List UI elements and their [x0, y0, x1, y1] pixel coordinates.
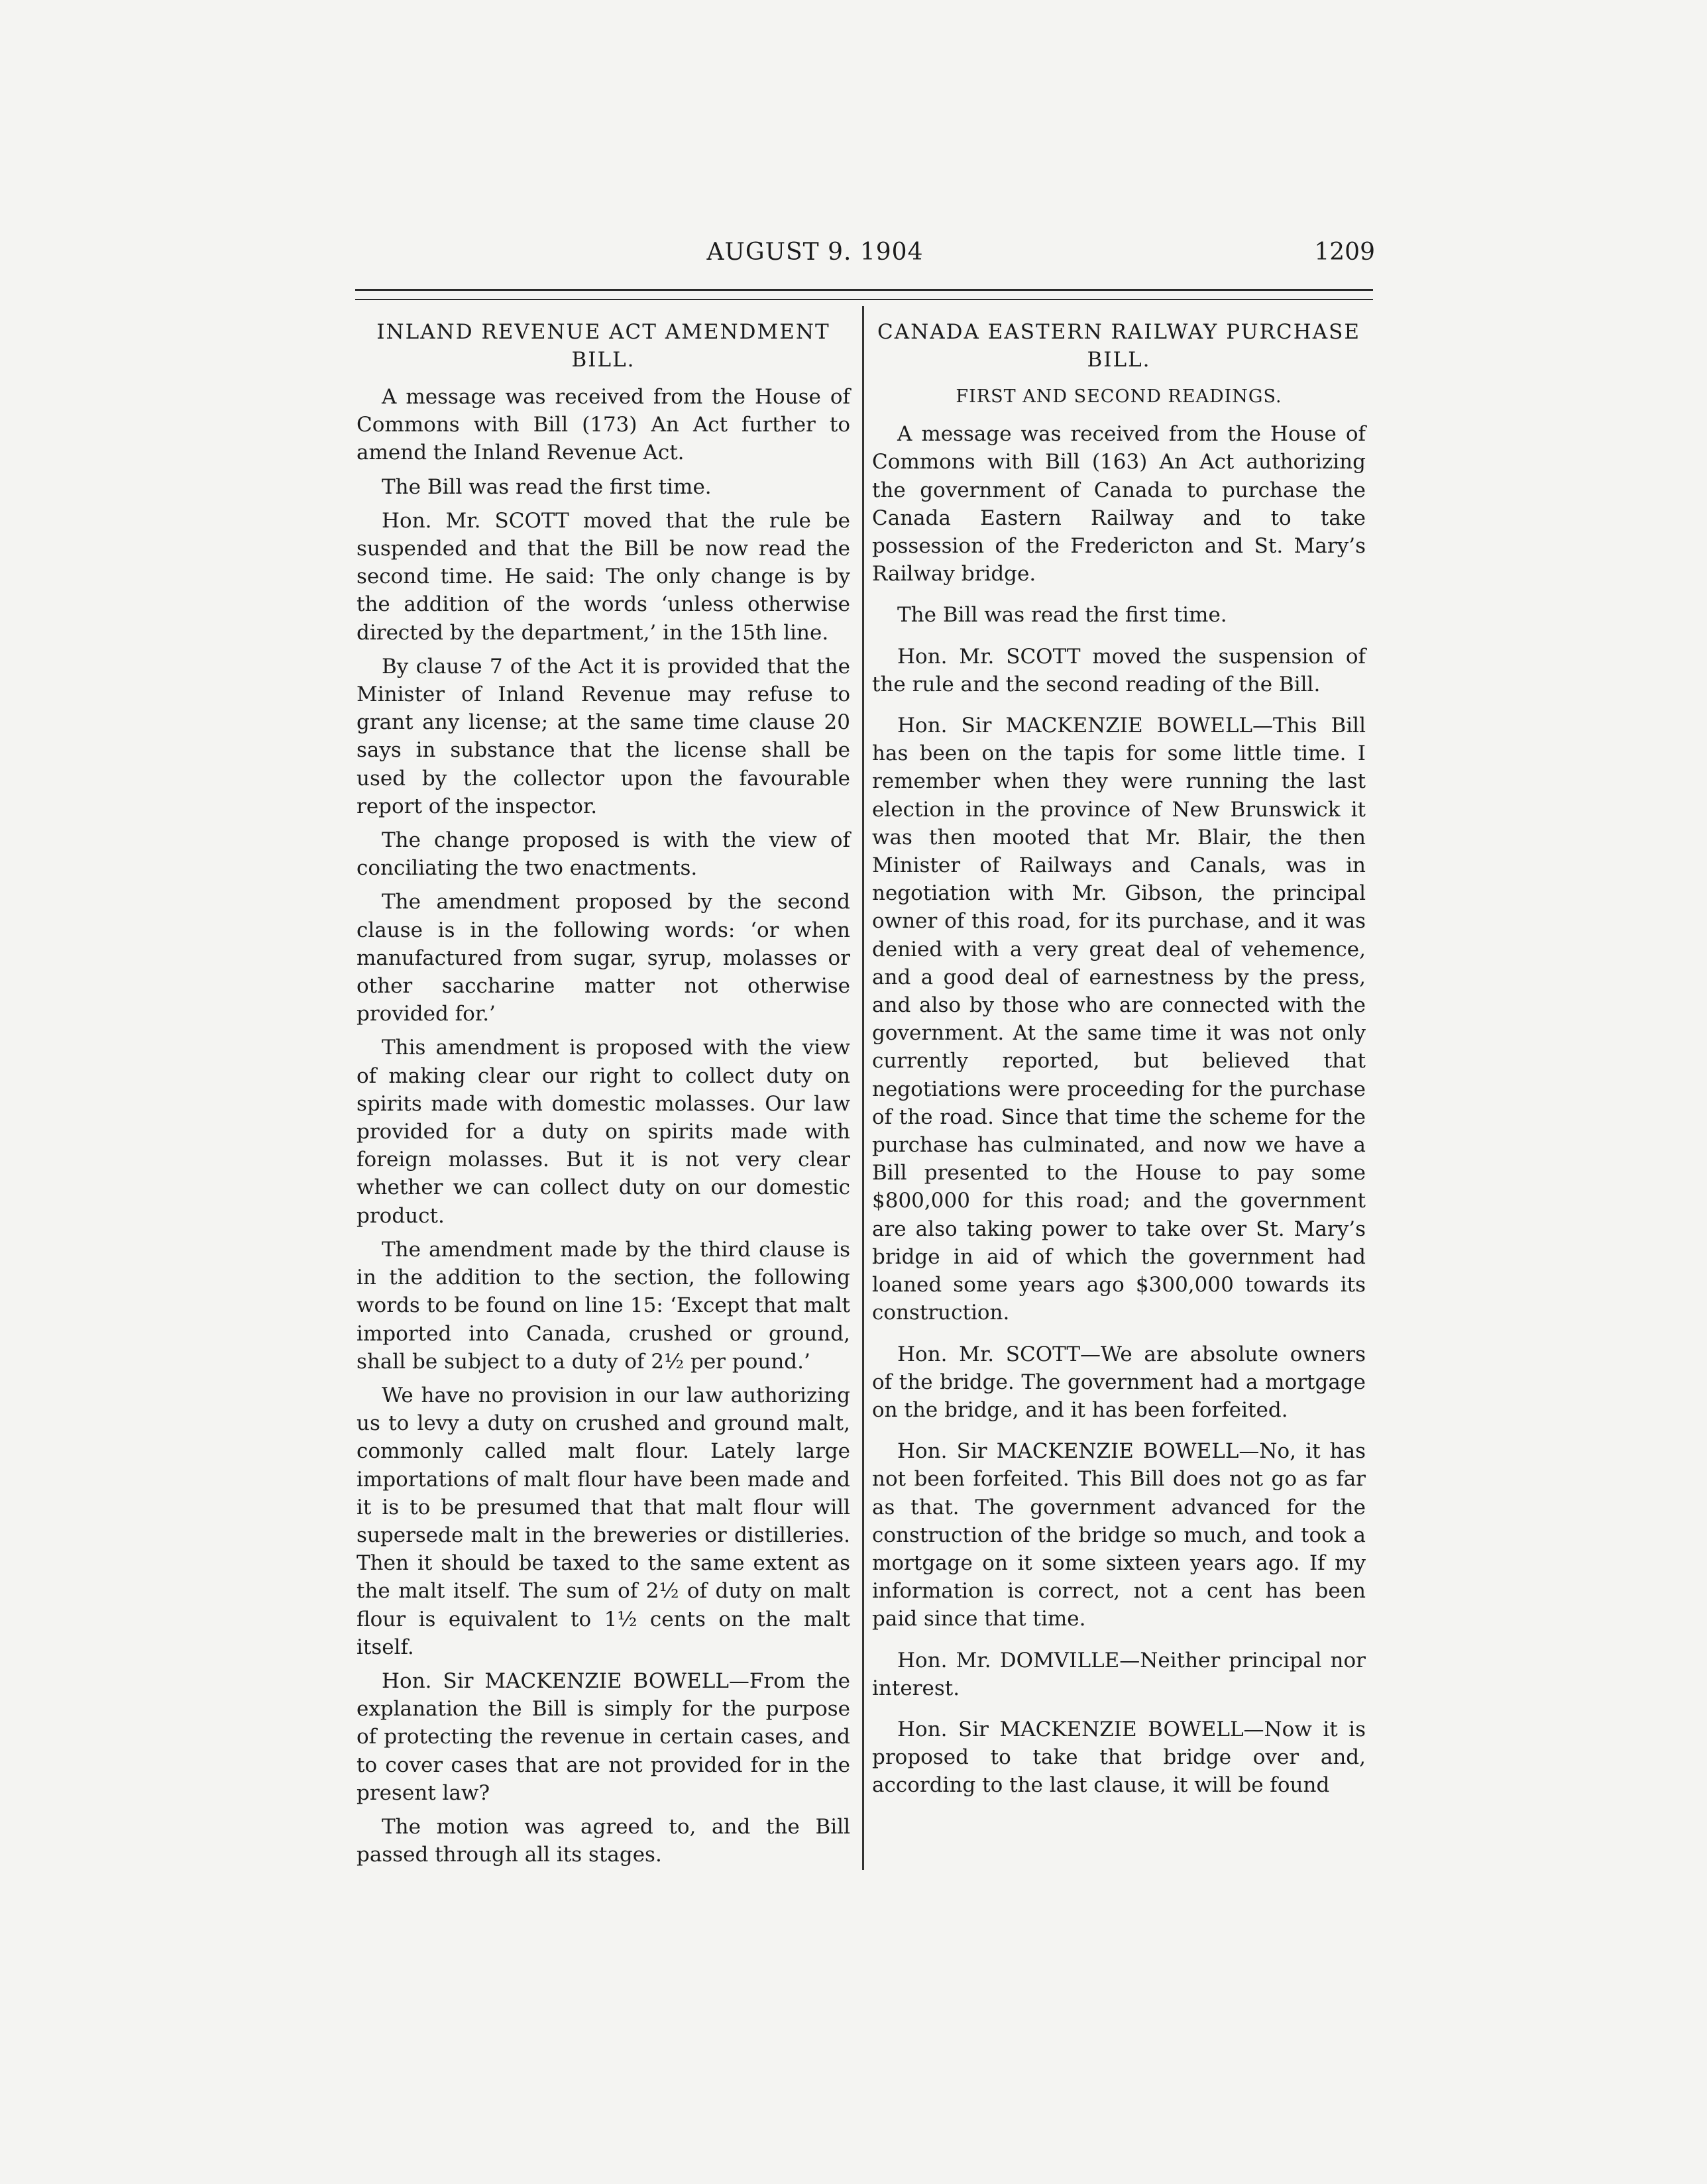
right-column: [872, 318, 1366, 1813]
paragraph: By clause 7 of the Act it is provided that the Minister of Inland Revenue may refuse to grant any license; at the same time clause 20 says in substance that the license shall be used by the collector upon the favourable report of the inspector.: [357, 654, 850, 818]
right-column-heading: CANADA EASTERN RAILWAY PURCHASE BILL.: [877, 320, 1360, 372]
paragraph: Hon. Sir MACKENZIE BOWELL—From the explanation the Bill is simply for the purpose of protecting the revenue in certain cases, and to cover cases that are not provided for in the present law?: [357, 1668, 850, 1805]
paragraph: Hon. Sir MACKENZIE BOWELL—No, it has not been forfeited. This Bill does not go as far as that. The government advanced for the construction of the bridge so much, and took a mortgage on it some sixteen years ago. If my information is correct, not a cent has been paid since that time.: [872, 1439, 1366, 1631]
page-number: 1209: [1314, 239, 1375, 266]
paragraph: The amendment made by the third clause is in the addition to the section, the following words to be found on line 15: ‘Except that malt imported into Canada, crushed or ground, shall be subject to a duty of 2½ per pound.’: [357, 1237, 850, 1374]
paragraph: The Bill was read the first time.: [897, 603, 1227, 628]
paragraph: Hon. Mr. SCOTT moved the suspension of the rule and the second reading of the Bill.: [872, 644, 1366, 696]
left-column: [357, 318, 850, 1875]
left-column-heading: INLAND REVENUE ACT AMENDMENT BILL.: [376, 320, 830, 372]
page-date: AUGUST 9. 1904: [706, 239, 924, 266]
paragraph: The motion was agreed to, and the Bill passed through all its stages.: [357, 1814, 850, 1867]
paragraph: A message was received from the House of Commons with Bill (163) An Act authorizing the government of Canada to purchase the Canada Eastern Railway and to take possession of the Fredericton and St. Mary’s Railway bridge.: [872, 422, 1366, 586]
paragraph: A message was received from the House of Commons with Bill (173) An Act further to amend the Inland Revenue Act.: [357, 385, 850, 465]
paragraph: Hon. Sir MACKENZIE BOWELL—Now it is proposed to take that bridge over and, according to the last clause, it will be found: [872, 1717, 1366, 1798]
header-rule-thick: [355, 289, 1373, 291]
paragraph: Hon. Mr. DOMVILLE—Neither principal nor interest.: [872, 1648, 1366, 1700]
paragraph: We have no provision in our law authorizing us to levy a duty on crushed and ground malt, commonly called malt flour. Lately large importations of malt flour have been made and it is to be presumed that that malt flour will supersede malt in the breweries or distilleries. Then it should be taxed to the same extent as the malt itself. The sum of 2½ of duty on malt flour is equivalent to 1½ cents on the malt itself.: [357, 1383, 850, 1659]
paragraph: This amendment is proposed with the view of making clear our right to collect duty on spirits made with domestic molasses. Our law provided for a duty on spirits made with foreign molasses. But it is not very clear whether we can collect duty on our domestic product.: [357, 1036, 850, 1228]
header-rule-thin: [355, 299, 1373, 300]
paragraph: Hon. Sir MACKENZIE BOWELL—This Bill has been on the tapis for some little time. I remember when they were running the last election in the province of New Brunswick it was then mooted that Mr. Blair, the then Minister of Railways and Canals, was in negotiation with Mr. Gibson, the principal owner of this road, for its purchase, and it was denied with a very great deal of vehemence, and a good deal of earnestness by the press, and also by those who are connected with the government. At the same time it was not only currently reported, but believed that negotiations were proceeding for the purchase of the road. Since that time the scheme for the purchase has culminated, and now we have a Bill presented to the House to pay some $800,000 for this road; and the government are also taking power to take over St. Mary’s bridge in aid of which the government had loaned some years ago $300,000 towards its construction.: [872, 714, 1366, 1325]
paragraph: Hon. Mr. SCOTT moved that the rule be suspended and that the Bill be now read the second time. He said: The only change is by the addition of the words ‘unless otherwise directed by the department,’ in the 15th line.: [357, 508, 850, 645]
paragraph: The Bill was read the first time.: [382, 474, 712, 499]
column-divider: [862, 306, 864, 1870]
paragraph: Hon. Mr. SCOTT—We are absolute owners of the bridge. The government had a mortgage on the bridge, and it has been forfeited.: [872, 1342, 1366, 1422]
paragraph: The change proposed is with the view of conciliating the two enactments.: [357, 828, 850, 881]
right-column-subheading: FIRST AND SECOND READINGS.: [956, 386, 1282, 407]
paragraph: The amendment proposed by the second clause is in the following words: ‘or when manufactured from sugar, syrup, molasses or other saccharine matter not otherwise provided for.’: [357, 890, 850, 1026]
